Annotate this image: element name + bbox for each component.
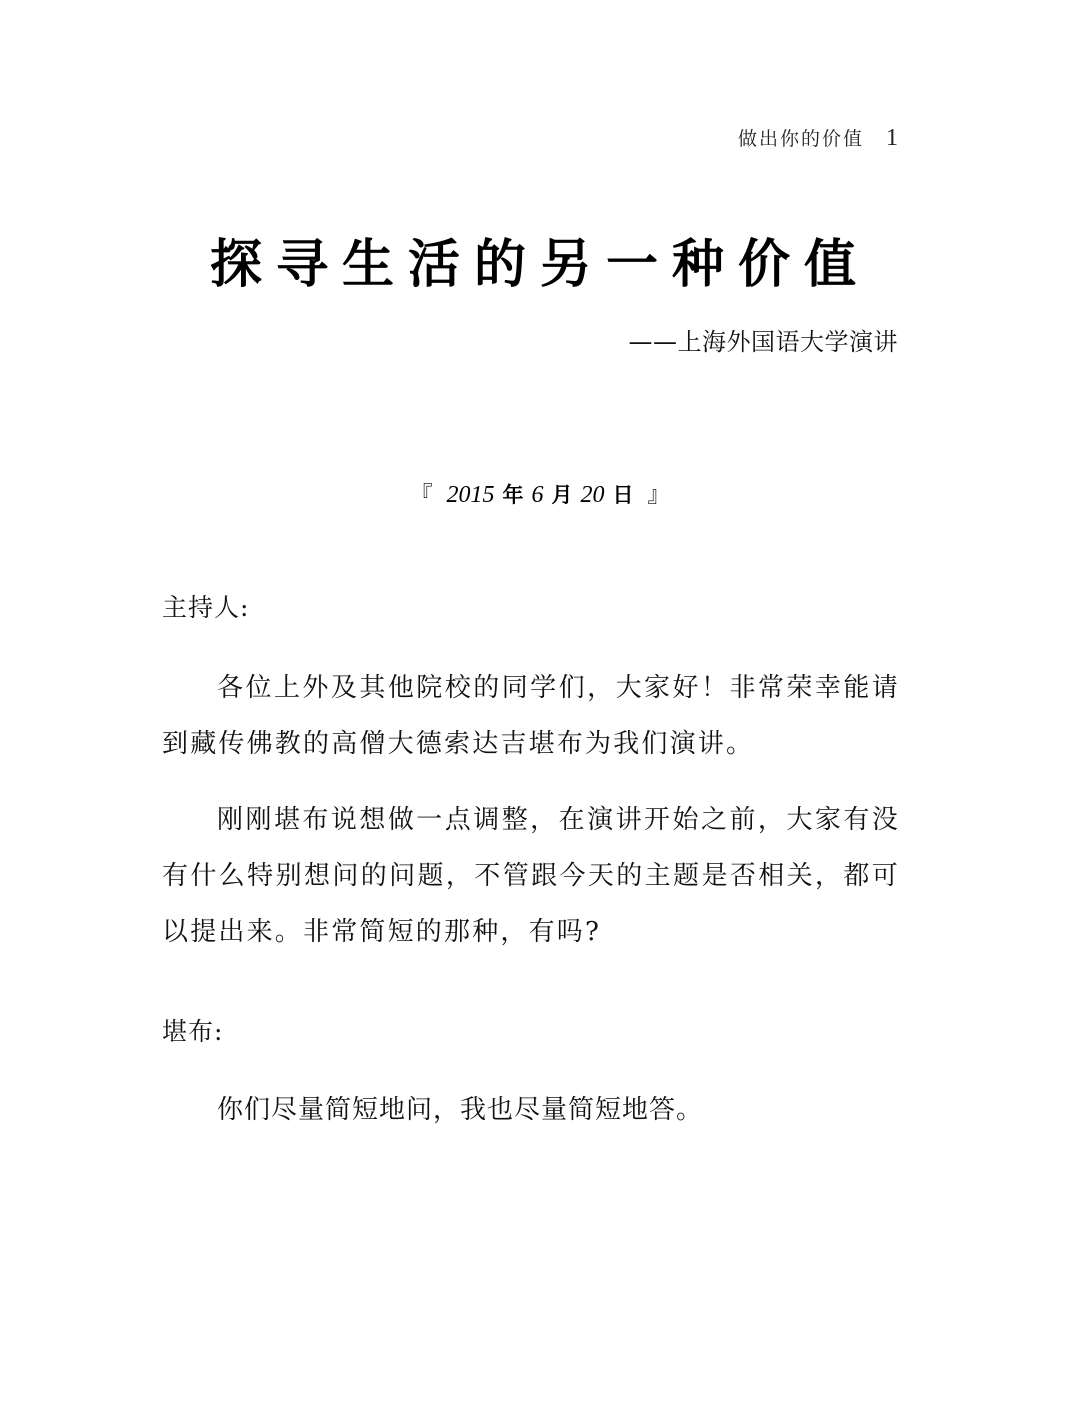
date-day: 20: [580, 482, 605, 508]
speaker-khenpo: 堪布:: [162, 1017, 224, 1046]
host-paragraph-2: 刚刚堪布说想做一点调整，在演讲开始之前，大家有没有什么特别想问的问题，不管跟今天的主题是否相关，都可以提出来。非常简短的那种，有吗?: [162, 805, 900, 947]
chapter-title: 探寻生活的另一种价值: [209, 235, 870, 295]
running-header: [738, 124, 898, 152]
chapter-subtitle: ——上海外国语大学演讲: [628, 328, 898, 356]
date-month-char: 月: [551, 483, 573, 507]
running-title: 做出你的价值: [737, 128, 864, 150]
khenpo-paragraph-1: 你们尽量简短地问，我也尽量简短地答。: [217, 1095, 704, 1125]
page-number: 1: [886, 125, 898, 151]
date-close-bracket: 』: [647, 483, 670, 508]
host-paragraph-1: 各位上外及其他院校的同学们，大家好！非常荣幸能请到藏传佛教的高僧大德索达吉堪布为我们演讲。: [162, 673, 900, 759]
date-year-char: 年: [502, 483, 524, 507]
date-day-char: 日: [612, 483, 634, 507]
date-open-bracket: 『: [410, 483, 433, 508]
date-year: 2015: [446, 482, 495, 508]
date-line: [0, 478, 1080, 509]
date-month: 6: [531, 482, 544, 508]
speaker-host: 主持人:: [162, 593, 250, 622]
